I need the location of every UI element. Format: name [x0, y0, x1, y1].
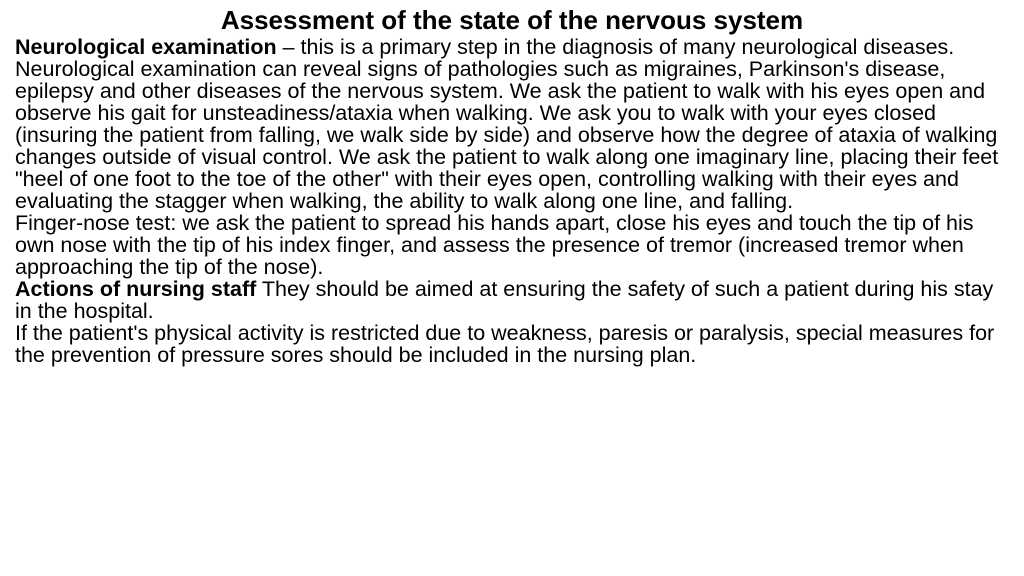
slide-title: Assessment of the state of the nervous system [220, 5, 804, 35]
paragraph-neurological-examination [15, 36, 1015, 212]
neurological-examination-lead: Neurological examination [15, 35, 277, 59]
paragraph-physical-activity [15, 322, 1015, 366]
finger-nose-test-text: Finger-nose test: we ask the patient to spread his hands apart, close his eyes and touch the tip of his own nose with the tip of his index finger, and assess the presence of tremor (increased tremor when approaching the tip of the nose). [15, 211, 974, 279]
nursing-actions-lead: Actions of nursing staff [15, 277, 257, 301]
nursing-actions-text: They should be aimed at ensuring the safety of such a patient during his stay in the hospital. [15, 277, 994, 323]
physical-activity-text: If the patient's physical activity is restricted due to weakness, paresis or paralysis, special measures for the prevention of pressure sores should be included in the nursing plan. [15, 321, 995, 367]
paragraph-finger-nose-test [15, 212, 1015, 278]
neurological-examination-text: – this is a primary step in the diagnosis of many neurological diseases. Neurological examination can reveal signs of pathologies such as migraines, Parkinson's disease, epilepsy and other diseases of the nervous system. We ask the patient to walk with his eyes open and observe his gait for unsteadiness/ataxia when walking. We ask you to walk with your eyes closed (insuring the patient from falling, we walk side by side) and observe how the degree of ataxia of walking changes outside of visual control. We ask the patient to walk along one imaginary line, placing their feet "heel of one foot to the toe of the other" with their eyes open, controlling walking with their eyes and evaluating the stagger when walking, the ability to walk along one line, and falling. [15, 35, 999, 213]
paragraph-nursing-actions [15, 278, 1015, 322]
slide-body [15, 36, 1015, 366]
